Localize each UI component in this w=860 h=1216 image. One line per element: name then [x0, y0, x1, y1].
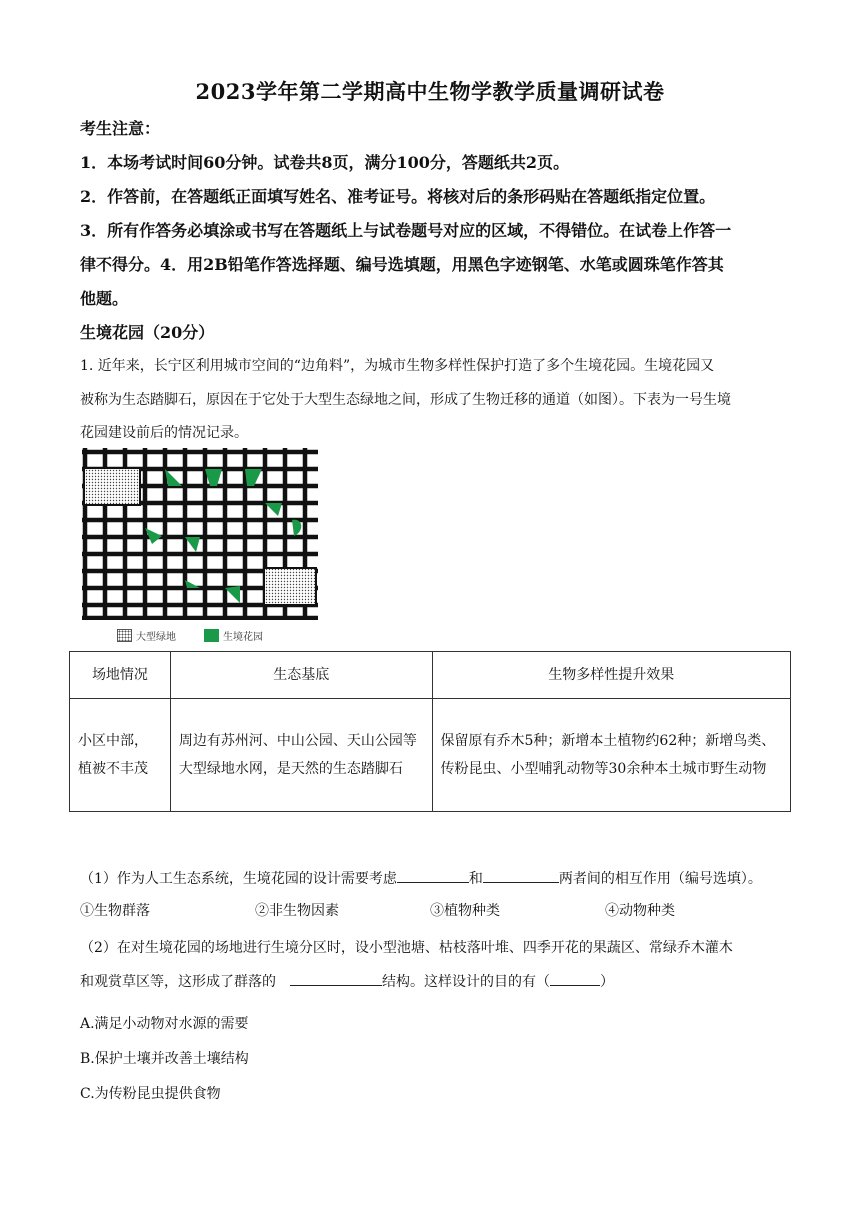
- q1-text-a: （1）作为人工生态系统，生境花园的设计需要考虑: [80, 871, 397, 887]
- q1-text-c: 两者间的相互作用（编号选填）。: [558, 871, 762, 887]
- q2-line-1: （2）在对生境花园的场地进行生境分区时，设小型池塘、枯枝落叶堆、四季开花的果蔬区、常绿乔木灌木: [80, 940, 733, 956]
- notice-line-1: 1．本场考试时间60分钟。试卷共8页，满分100分，答题纸共2页。: [80, 153, 570, 172]
- header-base: 生态基底: [170, 652, 432, 699]
- legend-habitat-garden: 生境花园: [223, 632, 263, 643]
- city-grid-diagram: [82, 448, 322, 620]
- header-site: 场地情况: [70, 652, 171, 699]
- intro-line-3: 花园建设前后的情况记录。: [80, 425, 248, 441]
- q1-option-3: ③植物种类: [430, 903, 500, 919]
- notice-line-3: 3．所有作答务必填涂或书写在答题纸上与试卷题号对应的区域，不得错位。在试卷上作答一: [80, 221, 732, 240]
- notice-line-5: 他题。: [80, 289, 129, 308]
- q1-blank-1[interactable]: [397, 866, 469, 883]
- header-effect: 生物多样性提升效果: [432, 652, 790, 699]
- q2-text-a: 和观赏草区等，这形成了群落的: [80, 974, 276, 990]
- notice-heading: 考生注意：: [80, 119, 161, 138]
- habitat-info-table: [69, 651, 791, 812]
- table-row: [70, 699, 791, 812]
- q1-option-2: ②非生物因素: [255, 903, 339, 919]
- q2-structure-blank[interactable]: [290, 969, 382, 986]
- legend-large-green: 大型绿地: [136, 632, 176, 643]
- habitat-grid-figure: [82, 448, 322, 624]
- notice-line-4: 律不得分。4．用2B铅笔作答选择题、编号选填题，用黑色字迹钢笔、水笔或圆珠笔作答其: [80, 255, 724, 274]
- q2-text-c: ）: [600, 974, 614, 990]
- q1-option-1: ①生物群落: [80, 903, 150, 919]
- cell-site: 小区中部，植被不丰茂: [70, 699, 171, 812]
- green-swatch-icon: [204, 629, 219, 642]
- question-1: [80, 865, 790, 893]
- page-title: 2023学年第二学期高中生物学教学质量调研试卷: [195, 79, 665, 104]
- q2-line-2: [80, 968, 790, 996]
- table-header-row: [70, 652, 791, 699]
- notice-line-2: 2．作答前，在答题纸正面填写姓名、准考证号。将核对后的条形码贴在答题纸指定位置。: [80, 187, 716, 206]
- large-green-space-2: [264, 568, 316, 605]
- cell-effect: 保留原有乔木5种；新增本土植物约62种；新增鸟类、传粉昆虫、小型哺乳动物等30余种本土城市野生动物: [432, 699, 790, 812]
- q2-text-b: 结构。这样设计的目的有（: [382, 974, 550, 990]
- dotted-swatch-icon: [117, 629, 132, 642]
- intro-line-2: 被称为生态踏脚石，原因在于它处于大型生态绿地之间，形成了生物迁移的通道（如图）。下表为一号生境: [80, 392, 731, 408]
- q1-text-b: 和: [468, 871, 483, 887]
- q1-blank-2[interactable]: [483, 866, 559, 883]
- q2-choice-a: A.满足小动物对水源的需要: [80, 1016, 249, 1032]
- q2-choice-b: B.保护土壤并改善土壤结构: [80, 1051, 249, 1067]
- cell-base: 周边有苏州河、中山公园、天山公园等大型绿地水网，是天然的生态踏脚石: [170, 699, 432, 812]
- intro-line-1: 1. 近年来，长宁区利用城市空间的“边角料”，为城市生物多样性保护打造了多个生境花园。生境花园又: [80, 358, 715, 374]
- q2-answer-blank[interactable]: [550, 969, 600, 986]
- q1-option-4: ④动物种类: [605, 903, 675, 919]
- section-heading: 生境花园（20分）: [80, 323, 215, 342]
- figure-legend: [117, 628, 263, 643]
- q2-choice-c: C.为传粉昆虫提供食物: [80, 1086, 221, 1102]
- large-green-space-1: [84, 468, 140, 505]
- q1-options: [80, 900, 780, 920]
